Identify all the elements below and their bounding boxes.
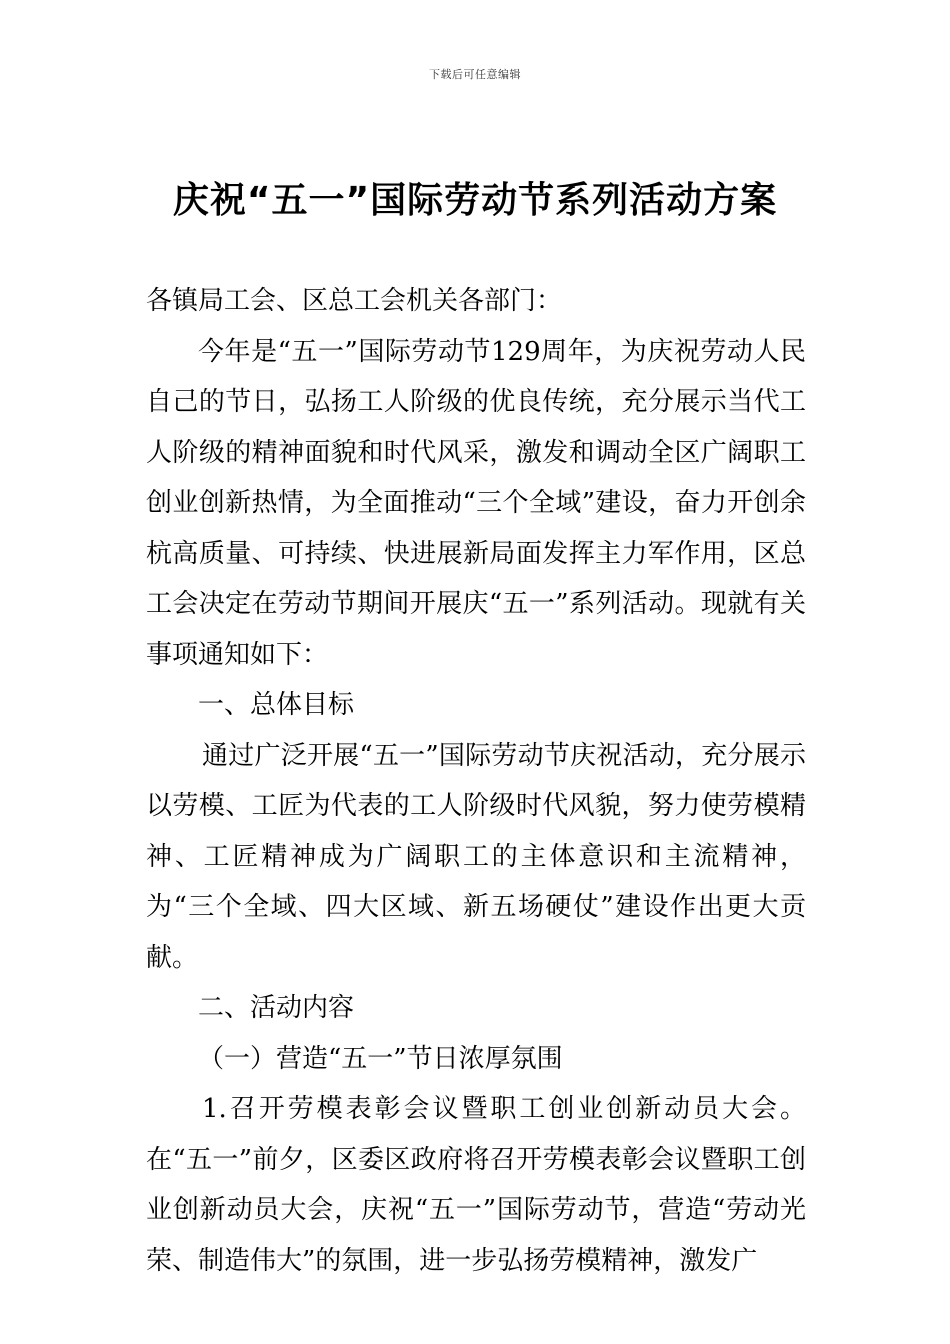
document-title: 庆祝“五一”国际劳动节系列活动方案 <box>172 180 778 221</box>
section-heading-activities: 二、活动内容 <box>198 993 355 1023</box>
intro-paragraph: 今年是“五一”国际劳动节129周年，为庆祝劳动人民自己的节日，弘扬工人阶级的优良传统，充分展示当代工人阶级的精神面貌和时代风采，激发和调动全区广阔职工创业创新热情，为全面推动“三个全域”建设，奋力开创余杭高质量、可持续、快进展新局面发挥主力军作用，区总工会决定在劳动节期间开展庆“五一”系列活动。现就有关事项通知如下： <box>146 336 806 670</box>
document-body <box>146 276 806 1286</box>
section-heading-objectives: 一、总体目标 <box>198 690 355 720</box>
subsection-heading-atmosphere: （一）营造“五一”节日浓厚氛围 <box>198 1043 563 1074</box>
salutation: 各镇局工会、区总工会机关各部门： <box>146 286 563 316</box>
item-paragraph-1: 1.召开劳模表彰会议暨职工创业创新动员大会。在“五一”前夕，区委区政府将召开劳模表彰会议暨职工创业创新动员大会，庆祝“五一”国际劳动节，营造“劳动光荣、制造伟大”的氛围，进一步弘扬劳模精神，激发广 <box>146 1094 806 1276</box>
objectives-paragraph: 通过广泛开展“五一”国际劳动节庆祝活动，充分展示以劳模、工匠为代表的工人阶级时代风貌，努力使劳模精神、工匠精神成为广阔职工的主体意识和主流精神，为“三个全域、四大区域、新五场硬仗”建设作出更大贡献。 <box>146 740 806 973</box>
header-note: 下载后可任意编辑 <box>429 68 521 81</box>
